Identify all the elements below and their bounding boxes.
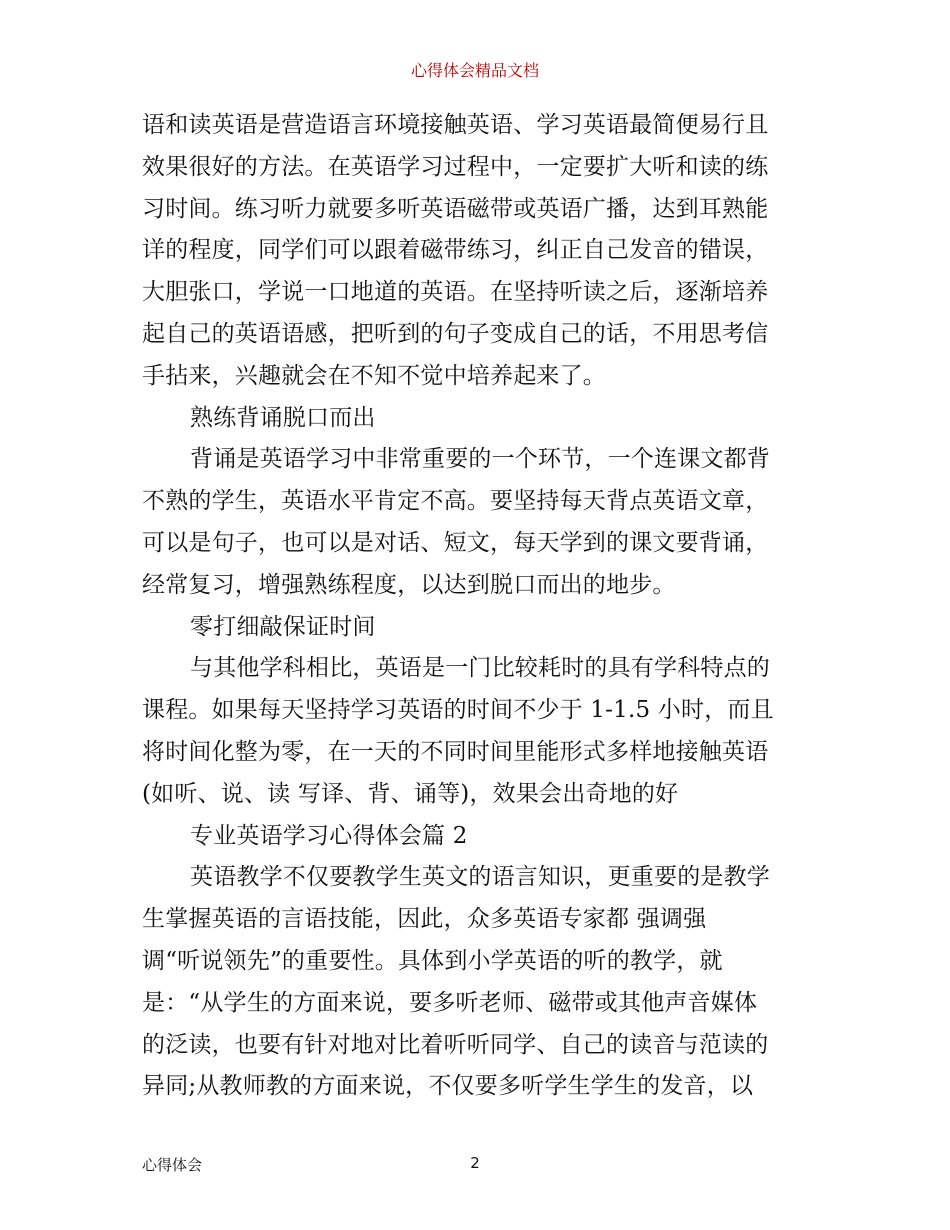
- paragraph-start-line: 英语教学不仅要教学生英文的语言知识，更重要的是教学: [190, 864, 770, 891]
- section-heading: 零打细敲保证时间: [190, 613, 376, 640]
- body-line: 的泛读，也要有针对地对比着听听同学、自己的读音与范读的: [142, 1031, 769, 1058]
- body-line: 经常复习，增强熟练程度，以达到脱口而出的地步。: [142, 571, 676, 598]
- section-heading: 专业英语学习心得体会篇 2: [190, 822, 468, 849]
- paragraph-start-line: 与其他学科相比，英语是一门比较耗时的具有学科特点的: [190, 655, 770, 682]
- body-line: 生掌握英语的言语技能，因此，众多英语专家都 强调强: [142, 906, 707, 933]
- body-line: 习时间。练习听力就要多听英语磁带或英语广播，达到耳熟能: [142, 195, 769, 222]
- body-line: 语和读英语是营造语言环境接触英语、学习英语最简便易行且: [142, 112, 769, 138]
- paragraph-start-line: 背诵是英语学习中非常重要的一个环节，一个连课文都背: [190, 446, 770, 473]
- document-header-title: 心得体会精品文档: [410, 61, 539, 80]
- body-line: (如听、说、读 写译、背、诵等)，效果会出奇地的好: [142, 780, 679, 807]
- body-line: 调“听说领先”的重要性。具体到小学英语的听的教学，就: [142, 947, 723, 974]
- body-line: 不熟的学生，英语水平肯定不高。要坚持每天背点英语文章，: [142, 488, 769, 515]
- body-line: 详的程度，同学们可以跟着磁带练习，纠正自己发音的错误，: [142, 237, 769, 264]
- body-line: 是：“从学生的方面来说，要多听老师、磁带或其他声音媒体: [142, 989, 758, 1016]
- document-body: [142, 105, 817, 1108]
- body-line: 效果很好的方法。在英语学习过程中，一定要扩大听和读的练: [142, 153, 769, 180]
- body-line: 可以是句子，也可以是对话、短文，每天学到的课文要背诵，: [142, 529, 769, 556]
- body-line: 课程。如果每天坚持学习英语的时间不少于 1-1.5 小时，而且: [142, 697, 774, 724]
- body-line: 大胆张口，学说一口地道的英语。在坚持听读之后，逐渐培养: [142, 279, 769, 306]
- footer-label: 心得体会: [142, 1156, 203, 1174]
- section-heading: 熟练背诵脱口而出: [190, 404, 376, 431]
- body-line: 起自己的英语语感，把听到的句子变成自己的话，不用思考信: [142, 320, 769, 347]
- body-line: 手拈来，兴趣就会在不知不觉中培养起来了。: [142, 362, 606, 389]
- body-line: 将时间化整为零，在一天的不同时间里能形式多样地接触英语: [142, 738, 769, 765]
- page-number: 2: [470, 1154, 480, 1172]
- body-line: 异同;从教师教的方面来说，不仅要多听学生学生的发音，以: [142, 1073, 754, 1100]
